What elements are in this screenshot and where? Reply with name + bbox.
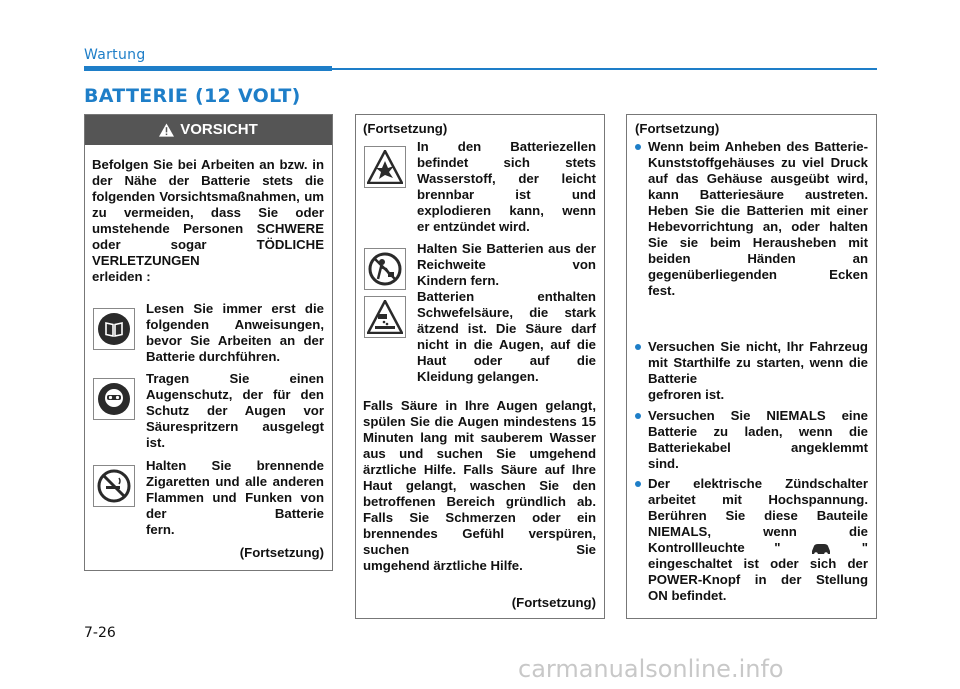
caution-label: VORSICHT (180, 121, 258, 138)
explosion-icon (364, 146, 406, 188)
list-item (364, 241, 596, 290)
caution-header (85, 115, 332, 145)
header-rule-thick (84, 66, 332, 71)
bullet-item: Wenn beim Anheben des Batterie-Kunststoffgehäuses zu viel Druck auf das Gehäuse ausgeübt wird, kann Batteriesäure austreten. Heben Sie die Batterien mit einer Hebevorrichtung an, oder halten Sie sie beim Herausheben mit beiden Händen an gegenüberliegenden Ecken fest. (634, 139, 868, 299)
bullet-item: Der elektrische Zündschalter arbeitet mit Hochspannung. Berühren Sie diese Bauteile NIEMALS, wenn die Kontrollleuchte " " eingeschaltet ist oder sich der POWER-Knopf in der Stellung ON befindet. (634, 476, 868, 604)
list-item (93, 458, 324, 538)
manual-book-icon (93, 308, 135, 350)
list-item (93, 371, 324, 451)
acid-first-aid-text: Falls Säure in Ihre Augen gelangt, spülen Sie die Augen mindestens 15 Minuten lang mit sauberem Wasser aus und suchen Sie umgehend ärztliche Hilfe. Falls Säure auf Ihre Haut gelangt, waschen Sie den betroffenen Bereich gründlich ab. Falls Sie Schmerzen oder ein brennendes Gefühl verspüren, suchen Sie umgehend ärztliche Hilfe. (363, 398, 596, 573)
no-smoking-icon (93, 465, 135, 507)
caution-intro: Befolgen Sie bei Arbeiten an bzw. in der Nähe der Batterie stets die folgenden Vorsichtsmaßnahmen, um zu vermeiden, dass Sie oder umstehende Personen SCHWERE oder sogar TÖDLICHE VERLETZUNGEN erleiden : (92, 157, 324, 284)
list-item-text: Halten Sie brennende Zigaretten und alle anderen Flammen und Funken von der Batterie fern. (146, 458, 324, 537)
page-number: 7-26 (84, 625, 116, 641)
continued-note: (Fortsetzung) (511, 595, 596, 610)
list-item (93, 301, 324, 365)
list-item-text: Tragen Sie einen Augenschutz, der für den Schutz der Augen vor Säurespritzern ausgelegt ist. (146, 371, 324, 450)
list-item-text: Lesen Sie immer erst die folgenden Anweisungen, bevor Sie Arbeiten an der Batterie durchführen. (146, 301, 324, 364)
eye-protection-icon (93, 378, 135, 420)
section-label: Wartung (84, 47, 146, 63)
keep-away-children-icon (364, 248, 406, 290)
list-item (364, 289, 596, 385)
header-rule-thin (332, 68, 877, 70)
list-item-text: In den Batteriezellen befindet sich stets Wasserstoff, der leicht brennbar ist und explodieren kann, wenn er entzündet wird. (417, 139, 596, 234)
continued-note: (Fortsetzung) (239, 545, 324, 560)
corrosive-acid-icon (364, 296, 406, 338)
continued-note: (Fortsetzung) (635, 121, 720, 136)
car-warning-icon (810, 542, 832, 556)
column-2 (355, 114, 605, 619)
warning-triangle-icon (159, 123, 174, 137)
list-item-text: Batterien enthalten Schwefelsäure, die stark ätzend ist. Die Säure darf nicht in die Augen, auf die Haut oder auf die Kleidung gelangen. (417, 289, 596, 384)
continued-note: (Fortsetzung) (363, 121, 448, 136)
watermark: carmanualsonline.info (518, 655, 784, 683)
list-item (364, 139, 596, 235)
bullet-item: Versuchen Sie nicht, Ihr Fahrzeug mit Starthilfe zu starten, wenn die Batterie gefroren ist. (634, 339, 868, 403)
column-3 (626, 114, 877, 619)
list-item-text: Halten Sie Batterien aus der Reichweite von Kindern fern. (417, 241, 596, 288)
page-title: BATTERIE (12 VOLT) (84, 85, 301, 107)
caution-box (84, 114, 333, 571)
bullet-item: Versuchen Sie NIEMALS eine Batterie zu laden, wenn die Batteriekabel angeklemmt sind. (634, 408, 868, 472)
